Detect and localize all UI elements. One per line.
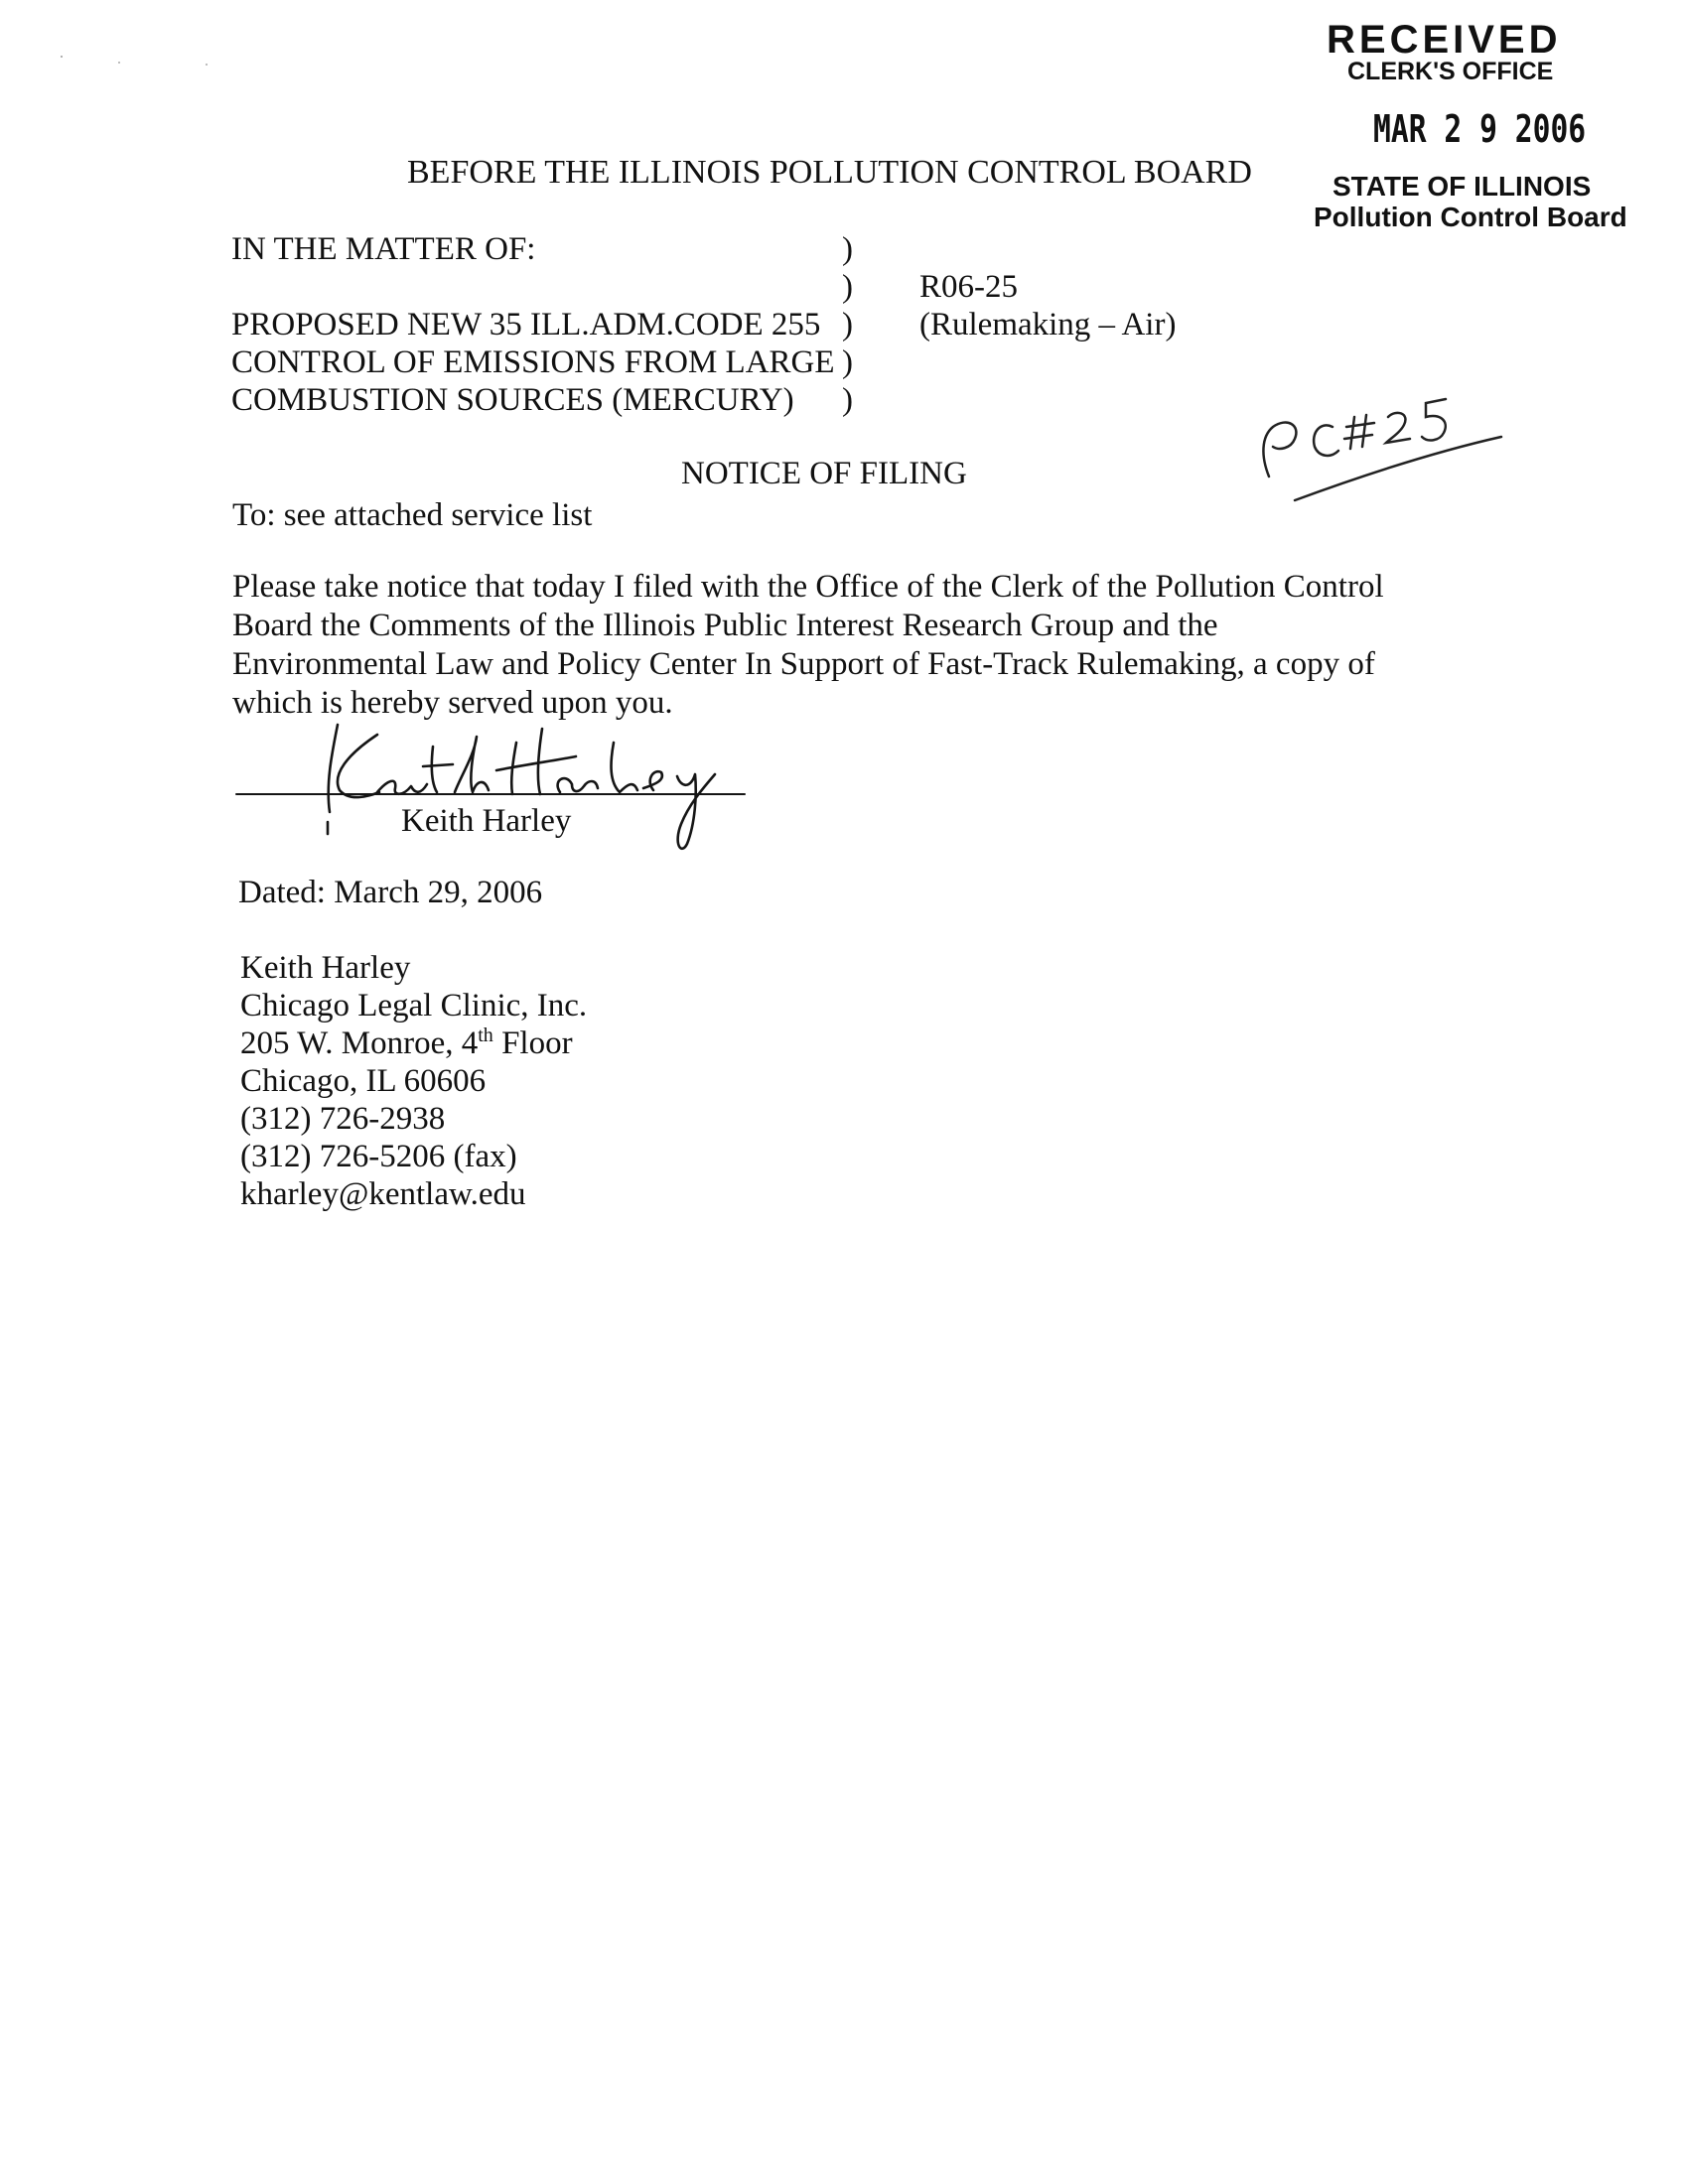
- docket-type: (Rulemaking – Air): [919, 307, 1177, 342]
- body-line: Please take notice that today I filed with the Office of the Clerk of the Pollution Control: [232, 569, 1384, 605]
- address-phone: (312) 726-2938: [240, 1101, 446, 1137]
- caption-in-the-matter: IN THE MATTER OF:: [231, 231, 536, 267]
- caption-paren: ): [842, 269, 853, 305]
- caption-blank: [231, 268, 835, 306]
- stamp-state: STATE OF ILLINOIS: [1333, 171, 1592, 202]
- address-block: [240, 949, 587, 1213]
- caption-paren: ): [842, 344, 853, 380]
- body-line: which is hereby served upon you.: [232, 685, 673, 721]
- stamp-received: RECEIVED: [1327, 18, 1562, 62]
- address-org: Chicago Legal Clinic, Inc.: [240, 988, 588, 1024]
- address-street: 205 W. Monroe, 4th Floor: [240, 1024, 573, 1061]
- signer-name: Keith Harley: [401, 803, 572, 839]
- caption-paren: ): [842, 382, 853, 418]
- address-email: kharley@kentlaw.edu: [240, 1176, 526, 1212]
- body-line: Environmental Law and Policy Center In Support of Fast-Track Rulemaking, a copy of: [232, 646, 1375, 682]
- caption-paren: ): [842, 231, 853, 267]
- stamp-date: MAR 2 9 2006: [1373, 107, 1587, 151]
- docket-number: R06-25: [919, 269, 1018, 305]
- caption-proposed: PROPOSED NEW 35 ILL.ADM.CODE 255: [231, 307, 821, 342]
- notice-heading: NOTICE OF FILING: [681, 456, 967, 491]
- document-title: BEFORE THE ILLINOIS POLLUTION CONTROL BOARD: [407, 154, 1252, 191]
- docket-info: [919, 268, 1176, 343]
- to-line: To: see attached service list: [232, 497, 593, 533]
- caption-combustion: COMBUSTION SOURCES (MERCURY): [231, 382, 794, 418]
- case-caption: [231, 230, 835, 419]
- address-fax: (312) 726-5206 (fax): [240, 1139, 517, 1174]
- handwritten-note-pc25: [1251, 377, 1509, 516]
- body-line: Board the Comments of the Illinois Public Interest Research Group and the: [232, 608, 1218, 643]
- scan-specks: [60, 55, 218, 74]
- address-city: Chicago, IL 60606: [240, 1063, 487, 1099]
- address-name: Keith Harley: [240, 950, 411, 986]
- caption-control: CONTROL OF EMISSIONS FROM LARGE: [231, 344, 835, 380]
- stamp-board: Pollution Control Board: [1314, 202, 1627, 232]
- stamp-clerks-office: CLERK'S OFFICE: [1347, 58, 1554, 85]
- dated-line: Dated: March 29, 2006: [238, 875, 543, 910]
- caption-paren: ): [842, 307, 853, 342]
